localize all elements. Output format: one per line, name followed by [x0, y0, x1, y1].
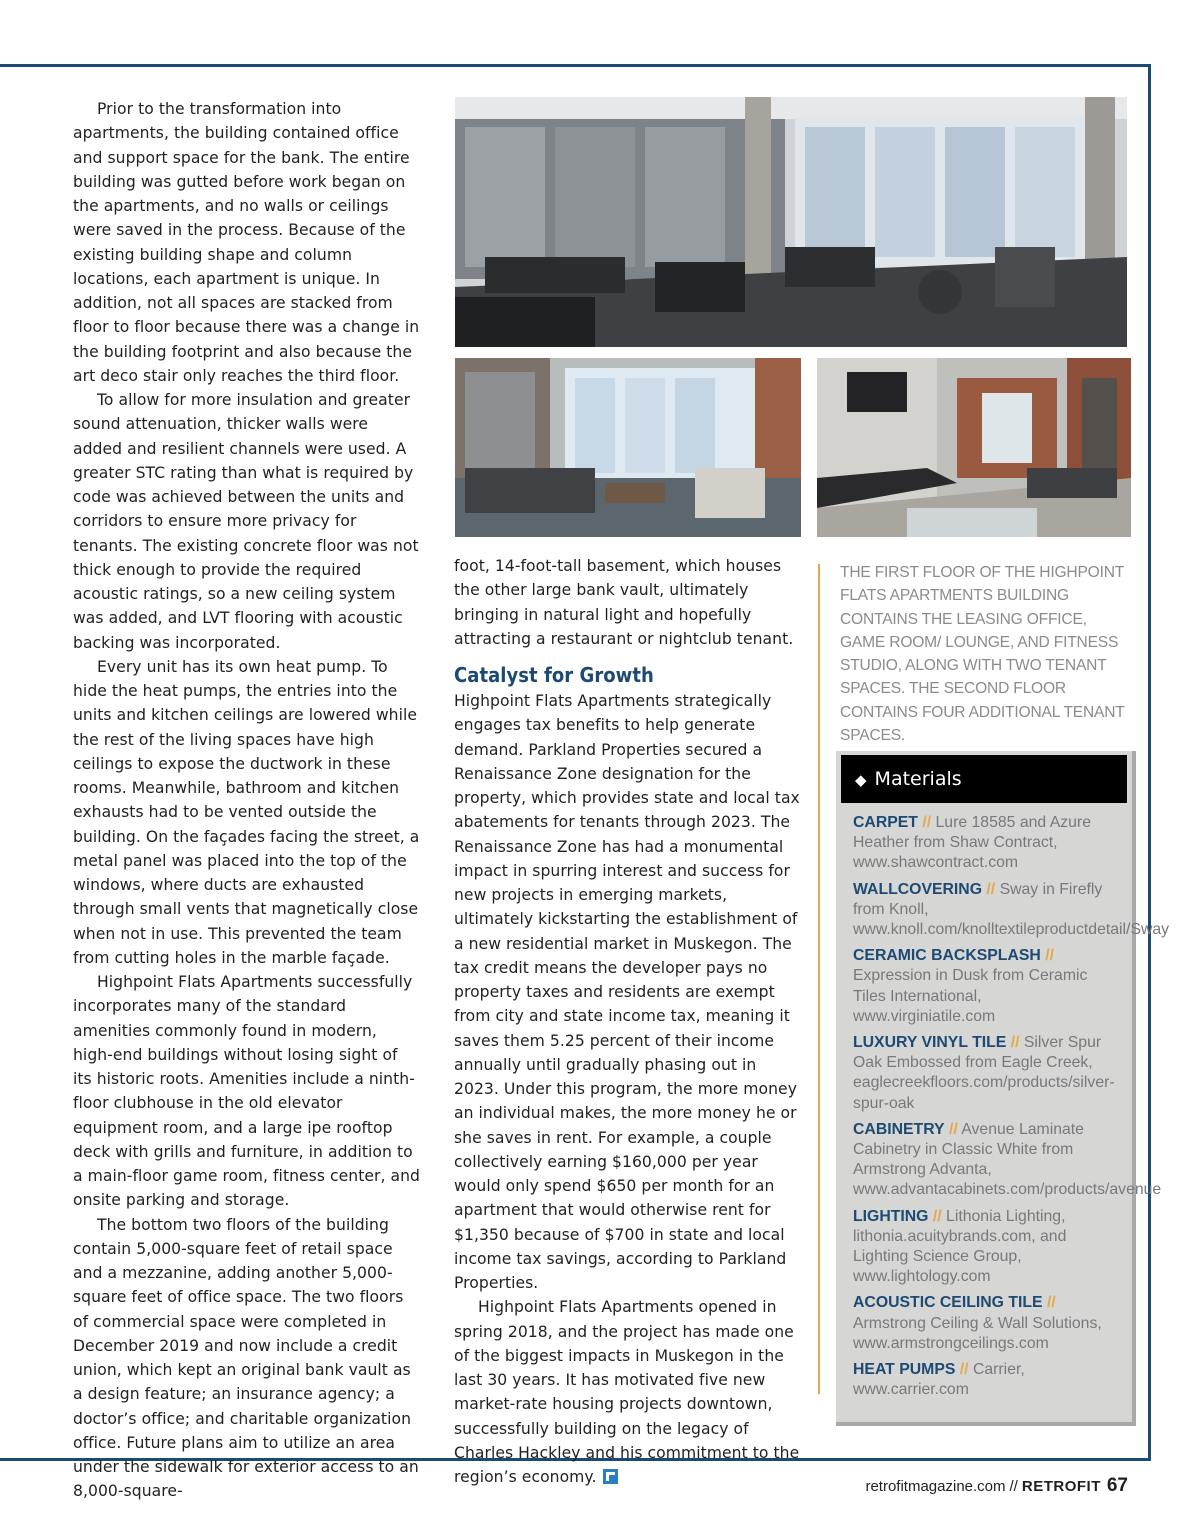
material-text: Silver Spur Oak Embossed from Eagle Creek, eaglecreekfloors.com/products/silver-spur-oak — [853, 1034, 1115, 1112]
page-frame-right-rule — [1148, 64, 1151, 1461]
material-text: Carrier, www.carrier.com — [853, 1361, 1025, 1399]
material-label: CARPET — [853, 814, 918, 831]
material-separator: // — [986, 880, 996, 898]
paragraph — [454, 1295, 804, 1489]
article-column-2 — [454, 554, 804, 1489]
lounge-photo — [455, 358, 801, 537]
page-frame-top-rule — [0, 64, 1151, 67]
folio-separator: // — [1009, 1478, 1018, 1495]
caption-rule — [818, 564, 820, 1394]
section-heading: Catalyst for Growth — [454, 663, 654, 687]
material-item — [853, 1033, 1123, 1114]
material-text: Avenue Laminate Cabinetry in Classic White from Armstrong Advanta, www.advantacabinets.com/products/avenue — [853, 1120, 1162, 1199]
material-item — [853, 946, 1123, 1027]
article-column-1 — [73, 97, 421, 1504]
material-label: WALLCOVERING — [853, 880, 983, 898]
diamond-icon: ◆ — [855, 771, 867, 789]
material-text: Sway in Firefly from Knoll, www.knoll.com/knolltextileproductdetail/Sway — [853, 880, 1170, 939]
material-separator: // — [1010, 1034, 1020, 1052]
material-separator: // — [948, 1120, 958, 1138]
fitness-studio-photo — [455, 97, 1127, 347]
material-label: HEAT PUMPS — [853, 1361, 956, 1379]
folio-magazine: RETROFIT — [1021, 1478, 1101, 1495]
material-item — [853, 813, 1123, 874]
materials-sidebar — [836, 751, 1170, 1426]
material-separator: // — [922, 814, 932, 831]
paragraph: Every unit has its own heat pump. To hide the heat pumps, the entries into the units and kitchen ceilings are lowered while the rest of the living spaces have high ceilings to expose the ductwork in these rooms. Meanwhile, bathroom and kitchen exhausts had to be vented outside the building. On the façades facing the street, a metal panel was placed into the top of the windows, where ducts are exhausted through small vents that magnetically close when not in use. This prevented the team from cutting holes in the marble façade. — [73, 657, 420, 967]
material-item — [853, 1207, 1123, 1288]
paragraph: Highpoint Flats Apartments strategically engages tax benefits to help generate demand. Parkland Properties secured a Renaissance Zone designation for the property, which provides state and local tax abatements for tenants through 2023. The Renaissance Zone has had a monumental impact in spurring interest and success for new projects in emerging markets, ultimately kickstarting the establishment of a new residential market in Muskegon. The tax credit means the developer pays no property taxes and residents are exempt from city and state income tax, meaning it saves them 5.25 percent of their income annually until gradually phasing out in 2023. Under this program, the more money an individual makes, the more money he or she saves in rent. For example, a couple collectively earning $160,000 per year would only spend $650 per month for an apartment that would otherwise rent for $1,350 because of $700 in state and local income tax savings, according to Parkland Properties. — [454, 692, 800, 1292]
materials-list — [853, 813, 1170, 1406]
material-separator: // — [1046, 1294, 1056, 1312]
material-label: LIGHTING — [853, 1207, 929, 1225]
material-separator: // — [1045, 947, 1054, 965]
material-separator: // — [932, 1207, 942, 1225]
material-text: Expression in Dusk from Ceramic Tiles International, www.virginiatile.com — [853, 967, 1088, 1025]
paragraph-text: Highpoint Flats Apartments opened in spring 2018, and the project has made one of the biggest impacts in Muskegon in the last 30 years. It has motivated five new market-rate housing projects downtown, successfully building on the legacy of Charles Hackley and his commitment to the region’s economy. — [454, 1298, 800, 1486]
material-label: CABINETRY — [853, 1120, 945, 1138]
page-number: 67 — [1106, 1475, 1128, 1496]
folio-site: retrofitmagazine.com — [865, 1478, 1006, 1495]
paragraph: Prior to the transformation into apartments, the building contained office and support space for the bank. The entire building was gutted before work began on the apartments, and no walls or ceilings were saved in the process. Because of the existing building shape and column locations, each apartment is unique. In addition, not all spaces are stacked from floor to floor because there was a change in the building footprint and also because the art deco stair only reaches the third floor. — [73, 100, 420, 385]
paragraph: To allow for more insulation and greater sound attenuation, thicker walls were added and resilient channels were used. A greater STC rating than what is required by code was achieved between the units and corridors to ensure more privacy for tenants. The existing concrete floor was not thick enough to provide the required acoustic ratings, so a new ceiling system was added, and LVT flooring with acoustic backing was incorporated. — [73, 391, 419, 652]
material-text: Lithonia Lighting, lithonia.acuitybrands.com, and Lighting Science Group, www.lightology.com — [853, 1207, 1067, 1286]
material-label: ACOUSTIC CEILING TILE — [853, 1294, 1043, 1312]
materials-header — [841, 755, 1127, 803]
photo-caption: THE FIRST FLOOR OF THE HIGHPOINT FLATS APARTMENTS BUILDING CONTAINS THE LEASING OFFICE, GAME ROOM/ LOUNGE, AND FITNESS STUDIO, ALONG WITH TWO TENANT SPACES. THE SECOND FLOOR CONTAINS FOUR ADDITIONAL TENANT SPACES. — [840, 564, 1125, 745]
page-folio — [865, 1475, 1128, 1497]
material-item — [853, 1120, 1162, 1201]
material-item — [853, 1360, 1123, 1400]
material-label: LUXURY VINYL TILE — [853, 1034, 1007, 1052]
paragraph: foot, 14-foot-tall basement, which houses the other large bank vault, ultimately bringing in natural light and hopefully attracting a restaurant or nightclub tenant. — [454, 557, 794, 648]
materials-title: Materials — [874, 768, 962, 790]
material-separator: // — [959, 1361, 969, 1379]
game-room-photo — [817, 358, 1131, 537]
paragraph: Highpoint Flats Apartments successfully incorporates many of the standard amenities commonly found in modern, high-end buildings without losing sight of its historic roots. Amenities include a ninth-floor clubhouse in the old elevator equipment room, and a large ipe rooftop deck with grills and furniture, in addition to a main-floor game room, fitness center, and onsite parking and storage. — [73, 973, 421, 1210]
paragraph: The bottom two floors of the building contain 5,000-square feet of retail space and a mezzanine, adding another 5,000-square feet of office space. The two floors of commercial space were completed in December 2019 and now include a credit union, which kept an original bank vault as a design feature; an insurance agency; a doctor’s office; and charitable organization office. Future plans aim to utilize an area under the sidewalk for exterior access to an 8,000-square- — [73, 1215, 419, 1501]
material-item — [853, 1293, 1123, 1354]
material-text: Lure 18585 and Azure Heather from Shaw Contract, www.shawcontract.com — [853, 814, 1091, 872]
material-text: Armstrong Ceiling & Wall Solutions, www.armstrongceilings.com — [853, 1314, 1102, 1352]
material-item — [853, 880, 1170, 941]
end-mark-icon — [603, 1469, 618, 1484]
material-label: CERAMIC BACKSPLASH — [853, 947, 1041, 965]
